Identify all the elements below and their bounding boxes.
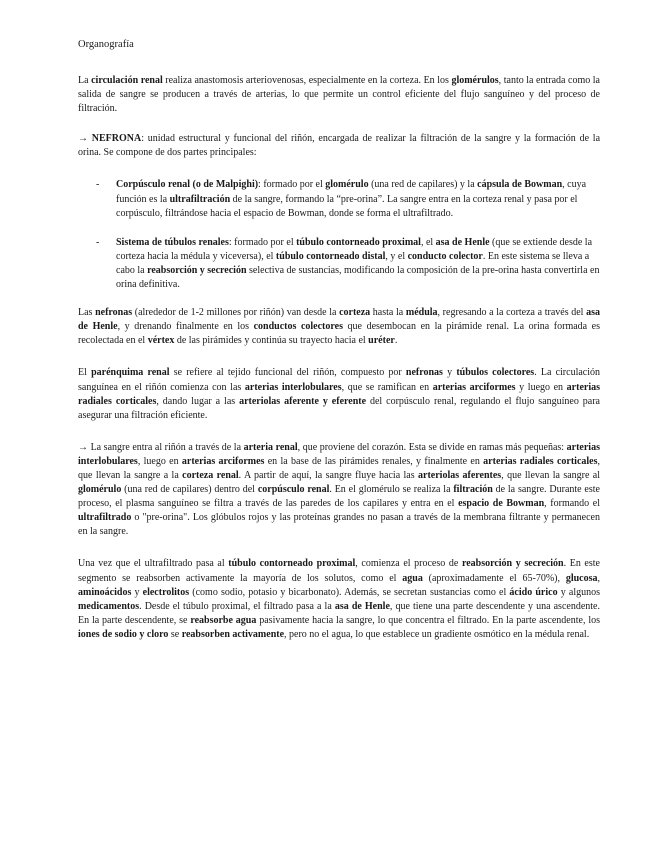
bold-term: conducto colector	[407, 250, 483, 262]
bold-term: arterias radiales corticales	[78, 381, 600, 407]
text-run: de las pirámides y continúa su trayecto hacia el	[174, 335, 369, 347]
text-run: . La circulación sanguínea en el riñón comienza con las	[78, 367, 601, 393]
text-run: , cuya función es la	[116, 179, 587, 205]
text-run: : formado por el	[258, 179, 326, 191]
text-run: (una red de capilares) y la	[368, 179, 478, 191]
text-run: (una red de capilares) dentro del	[121, 484, 258, 496]
bold-term: filtración	[453, 484, 493, 496]
paragraph	[78, 306, 600, 348]
text-run: , que proviene del corazón. Esta se divide en ramas más pequeñas:	[297, 441, 567, 453]
bold-term: médula	[405, 307, 438, 319]
bold-term: ultrafiltrado	[78, 512, 132, 524]
bold-term: iones de sodio y cloro	[78, 628, 169, 640]
text-run: de la sangre. Durante este proceso, el plasma sanguíneo se filtra a través de las paredes de los capilares y entra en el	[78, 484, 600, 510]
text-run: →	[78, 133, 92, 145]
bold-term: reabsorbe agua	[190, 614, 257, 626]
text-run: , luego en	[137, 455, 182, 467]
text-run: y	[131, 586, 143, 598]
text-run: .	[394, 335, 398, 347]
bold-term: arteriolas aferentes	[418, 469, 502, 481]
text-run: (alrededor de 1-2 millones por riñón) van desde la	[132, 307, 340, 319]
list-item	[96, 178, 600, 220]
bold-term: arterias interlobulares	[244, 381, 342, 393]
text-run: : unidad estructural y funcional del riñón, encargada de realizar la filtración de la sangre y la formación de la orina. Se compone de dos partes principales:	[78, 133, 601, 159]
bold-term: nefronas	[95, 307, 133, 319]
text-run: o "pre-orina". Los glóbulos rojos y las proteínas grandes no pasan a través de la membrana filtrante y permanecen en la sangre.	[78, 512, 600, 538]
bold-term: asa de Henle	[435, 236, 490, 248]
bold-term: túbulo contorneado proximal	[228, 558, 356, 570]
bold-term: ácido úrico	[509, 586, 558, 598]
text-run: de la sangre, formando la “pre-orina”. La sangre entra en la corteza renal y pasa por el corpúsculo, filtrándose hacia el espacio de Bowman, donde se forma el ultrafiltrado.	[116, 193, 578, 219]
text-run: selectiva de sustancias, modificando la composición de la pre-orina hasta convertirla en orina definitiva.	[116, 264, 600, 291]
bold-term: arterias arciformes	[181, 455, 265, 467]
text-run: , y el	[385, 250, 408, 262]
text-run: : formado por el	[228, 236, 297, 248]
text-run: y	[442, 367, 457, 379]
paragraph	[78, 557, 600, 642]
text-run: , formando el	[544, 498, 600, 510]
text-run: , que tiene una parte descendente y una ascendente. En la parte descendente, se	[78, 600, 600, 626]
text-run: . En este sistema se lleva a cabo la	[116, 250, 590, 276]
bold-term: parénquima renal	[91, 367, 170, 379]
list-item	[96, 236, 600, 292]
text-run: en la base de las pirámides renales, y finalmente en	[264, 455, 484, 467]
bold-term: asa de Henle	[78, 307, 600, 333]
text-run: que desembocan en la pirámide renal. La orina formada es recolectada en el	[78, 321, 601, 347]
text-run: , dando lugar a las	[156, 395, 240, 407]
bold-term: agua	[402, 572, 423, 584]
bold-term: ultrafiltración	[169, 193, 231, 205]
text-run: se	[168, 628, 182, 640]
paragraph	[78, 74, 600, 116]
document-title: Organografía	[78, 39, 134, 50]
text-run: del corpúsculo renal, regulando el flujo sanguíneo para asegurar una filtración eficiente.	[78, 395, 600, 421]
list-bullet: -	[96, 236, 100, 248]
text-run: , comienza el proceso de	[355, 558, 462, 570]
paragraph	[78, 366, 600, 422]
text-run: (aproximadamente el 65-70%),	[422, 572, 566, 584]
bold-term: NEFRONA	[91, 133, 142, 145]
bold-term: vértex	[147, 335, 175, 347]
bold-term: Corpúsculo renal (o de Malpighi)	[116, 179, 259, 191]
bold-term: asa de Henle	[334, 600, 390, 612]
bold-term: arteriolas aferente y eferente	[239, 395, 367, 407]
text-run: y algunos	[557, 586, 600, 598]
bold-term: arteria renal	[243, 441, 298, 453]
bold-term: circulación renal	[91, 75, 163, 86]
text-run: , que se ramifican en	[341, 381, 433, 393]
bold-term: electrolitos	[142, 586, 190, 598]
text-run: , tanto la entrada como la salida de sangre se producen a través de arterias, lo que permite un control eficiente del flujo sanguíneo y del proceso de filtración.	[78, 75, 600, 115]
text-run: . En el glomérulo se realiza la	[329, 484, 454, 496]
document-body	[78, 74, 600, 642]
text-run: . Desde el túbulo proximal, el filtrado pasa a la	[139, 600, 335, 612]
text-run: . A partir de aquí, la sangre fluye hacia las	[238, 469, 419, 481]
bold-term: uréter	[368, 335, 395, 347]
bold-term: arterias arciformes	[432, 381, 516, 393]
bold-term: reabsorben activamente	[181, 628, 285, 640]
text-run: → La sangre entra al riñón a través de la	[78, 441, 244, 453]
text-run: Las	[78, 307, 96, 319]
bold-term: glomérulo	[78, 484, 122, 496]
bold-term: cápsula de Bowman	[477, 179, 563, 191]
text-run: y luego en	[515, 381, 567, 393]
text-run: ,	[597, 572, 600, 584]
bold-term: reabsorción y secreción	[147, 264, 247, 276]
text-run: (como sodio, potasio y bicarbonato). Además, se secretan sustancias como el	[189, 586, 510, 598]
paragraph	[78, 441, 600, 540]
bold-term: glomérulos	[451, 75, 499, 86]
text-run: , que llevan la sangre al	[501, 469, 601, 481]
text-run: hasta la	[370, 307, 406, 319]
text-run: Una vez que el ultrafiltrado pasa al	[78, 558, 229, 570]
bold-term: glomérulo	[325, 179, 369, 191]
text-run: se refiere al tejido funcional del riñón, compuesto por	[169, 367, 406, 379]
bold-term: espacio de Bowman	[458, 498, 545, 510]
list-bullet: -	[96, 179, 100, 191]
text-run: , y drenando finalmente en los	[117, 321, 254, 333]
bold-term: arterias radiales corticales	[483, 455, 598, 467]
bold-term: medicamentos	[78, 600, 140, 612]
text-run: . En este segmento se reabsorben activamente la mayoría de los solutos, como el	[78, 558, 600, 584]
paragraph	[78, 132, 600, 160]
text-run: , regresando a la corteza a través del	[437, 307, 587, 319]
bold-term: nefronas	[405, 367, 443, 379]
bold-term: glucosa	[565, 572, 598, 584]
text-run: , que llevan la sangre a la	[78, 455, 601, 481]
bold-term: Sistema de túbulos renales	[116, 236, 229, 248]
bold-term: reabsorción y secreción	[461, 558, 564, 570]
text-run: El	[78, 367, 92, 379]
bold-term: túbulo contorneado proximal	[296, 236, 421, 248]
bold-term: arterias interlobulares	[78, 441, 600, 467]
text-run: realiza anastomosis arteriovenosas, especialmente en la corteza. En los	[162, 75, 452, 86]
bold-term: conductos colectores	[253, 321, 343, 333]
text-run: pasivamente hacia la sangre, lo que concentra el filtrado. En la parte ascendente, los	[256, 614, 600, 626]
bold-term: corpúsculo renal	[257, 484, 330, 496]
bold-term: corteza renal	[182, 469, 239, 481]
text-run: , el	[420, 236, 436, 248]
text-run: La	[78, 75, 92, 86]
text-run: , pero no el agua, lo que establece un gradiente osmótico en la médula renal.	[284, 628, 590, 640]
nephron-parts-list	[78, 178, 600, 292]
bold-term: túbulos colectores	[456, 367, 535, 379]
text-run: (que se extiende desde la corteza hacia la médula y viceversa), el	[116, 236, 593, 262]
bold-term: corteza	[339, 307, 371, 319]
bold-term: aminoácidos	[78, 586, 132, 598]
bold-term: túbulo contorneado distal	[275, 250, 386, 262]
